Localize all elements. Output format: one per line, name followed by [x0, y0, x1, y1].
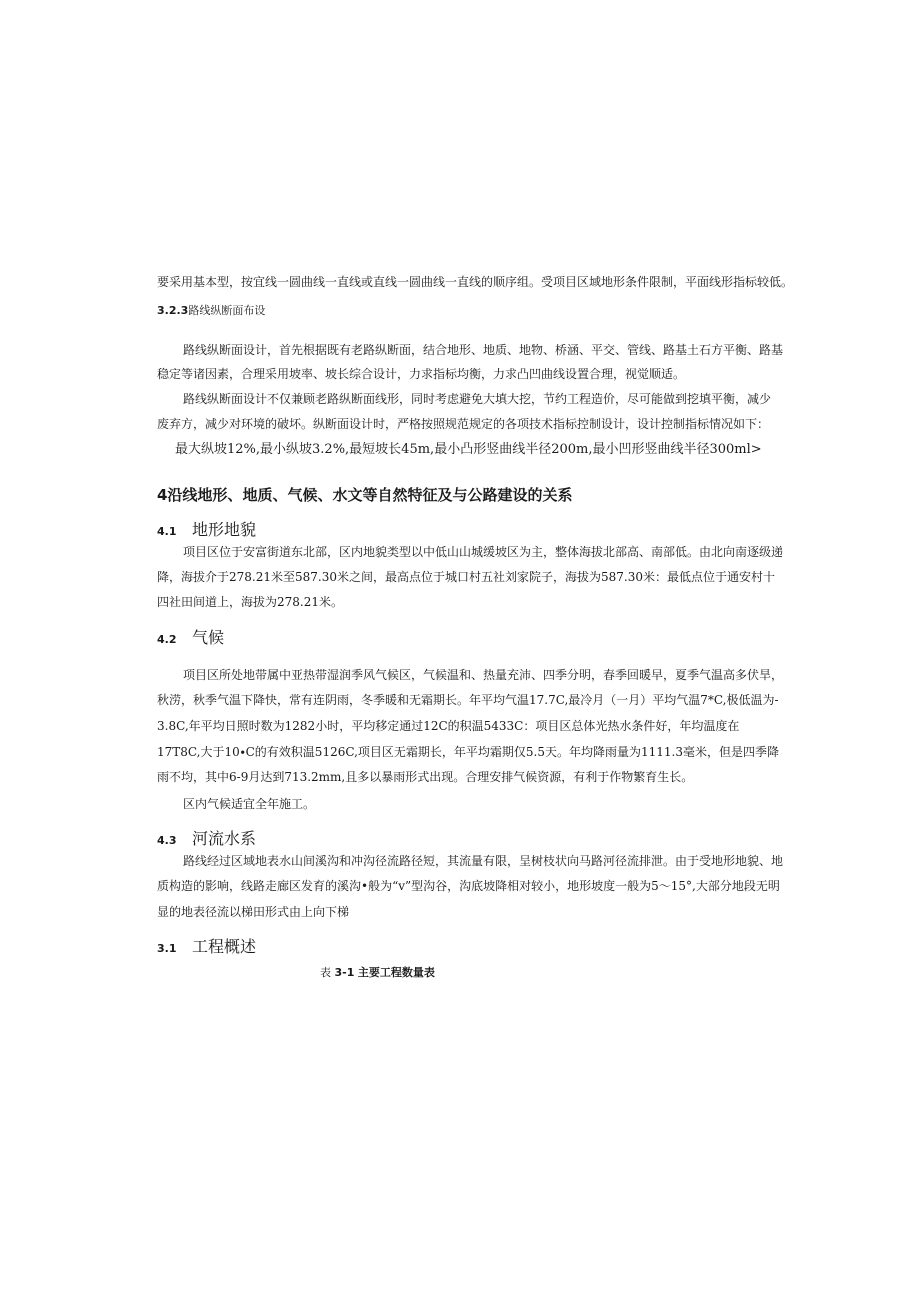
chapter-4-title: 4沿线地形、地质、气候、水文等自然特征及与公路建设的关系 [157, 486, 573, 504]
intro-paragraph: 要采用基本型，按宜线一圆曲线一直线或直线一圆曲线一直线的顺序组。受项目区域地形条件限制，平面线形指标较低。 [157, 275, 794, 289]
paragraph-line: 降，海拔介于278.21米至587.30米之间，最高点位于城口村五社刘家院子，海拔为587.30米：最低点位于通安村十 [157, 570, 775, 584]
section-3-2-3-heading [157, 303, 265, 319]
paragraph-line: 秋涝，秋季气温下降快，常有连阴雨，冬季暖和无霜期长。年平均气温17.7C,最冷月（一月）平均气温7*C,极低温为- [157, 693, 779, 707]
paragraph-line: 路线纵断面设计，首先根据既有老路纵断面，结合地形、地质、地物、桥涵、平交、管线、路基土石方平衡、路基 [183, 343, 784, 357]
section-4-1-heading [157, 517, 256, 540]
paragraph-line: 区内气候适宜全年施工。 [183, 797, 316, 811]
section-number: 3.1 [157, 942, 177, 955]
paragraph-line: 17T8C,大于10∙C的有效积温5126C,项目区无霜期长，年平均霜期仅5.5天。年均降雨量为1111.3毫米，但是四季降 [157, 745, 779, 759]
section-number: 4.1 [157, 525, 177, 538]
paragraph-line: 显的地表径流以梯田形式由上向下梯 [157, 905, 350, 919]
paragraph-line: 质构造的影响，线路走廊区发育的溪沟•般为“v”型沟谷，沟底坡降相对较小，地形坡度一般为5～15°,大部分地段无明 [157, 879, 780, 893]
caption-title: 主要工程数量表 [357, 966, 435, 979]
table-caption [320, 964, 435, 980]
section-3-1-heading [157, 934, 256, 957]
section-title: 河流水系 [192, 829, 257, 848]
paragraph-line: 路线纵断面设计不仅兼顾老路纵断面线形，同时考虑避免大填大挖，节约工程造价，尽可能做到挖填平衡，减少 [183, 392, 772, 406]
caption-prefix: 表 [320, 966, 331, 979]
design-indicators: 最大纵坡12%,最小纵坡3.2%,最短坡长45m,最小凸形竖曲线半径200m,最小凹形竖曲线半径300ml> [175, 442, 762, 457]
paragraph-line: 3.8C,年平均日照时数为1282小时，平均移定通过12C的积温5433C：项目区总体光热水条件好，年均温度在 [157, 719, 740, 733]
paragraph-line: 项目区所处地带属中亚热带湿润季风气候区，气候温和、热量充沛、四季分明，春季回暖早，夏季气温高多伏旱， [183, 668, 784, 682]
section-4-3-heading [157, 826, 256, 849]
paragraph-line: 路线经过区域地表水山间溪沟和冲沟径流路径短，其流量有限，呈树枝状向马路河径流排泄。由于受地形地貌、地 [183, 854, 784, 868]
caption-number: 3-1 [334, 966, 355, 979]
paragraph-line: 稳定等诸因素，合理采用坡率、坡长综合设计，力求指标均衡，力求凸凹曲线设置合理，视觉顺适。 [157, 367, 686, 381]
section-number: 3.2.3 [157, 304, 189, 317]
section-number: 4.2 [157, 633, 177, 646]
section-title: 气候 [192, 628, 225, 647]
section-title: 工程概述 [192, 937, 257, 956]
paragraph-line: 项目区位于安富街道东北部，区内地貌类型以中低山山城缓坡区为主，整体海拔北部高、南部低。由北向南逐级递 [183, 545, 784, 559]
section-number: 4.3 [157, 834, 177, 847]
paragraph-line: 废弃方，减少对环境的破坏。纵断面设计时，严格按照规范规定的各项技术指标控制设计，设计控制指标情况如下： [157, 417, 770, 431]
section-title: 地形地貌 [192, 520, 257, 539]
paragraph-line: 雨不均，其中6-9月达到713.2mm,且多以暴雨形式出现。合理安排气候资源，有利于作物繁育生长。 [157, 770, 694, 784]
section-4-2-heading [157, 625, 224, 648]
section-title: 路线纵断面布设 [188, 304, 266, 317]
paragraph-line: 四社田间道上，海拔为278.21米。 [157, 595, 343, 609]
